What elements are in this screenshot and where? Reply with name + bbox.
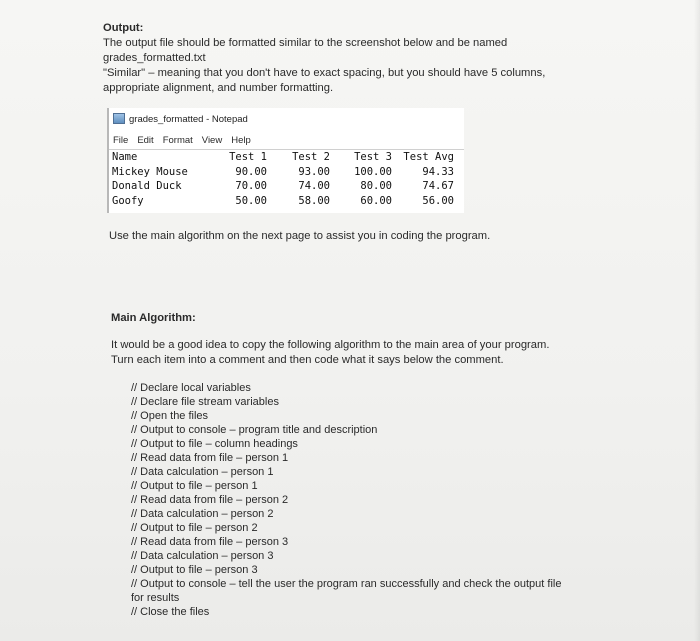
- notepad-menu-bar: [113, 134, 260, 148]
- algorithm-step: // Read data from file – person 3: [131, 536, 289, 548]
- output-section: [103, 21, 573, 96]
- cell-test2: 58.00: [298, 194, 330, 207]
- table-header-row: [109, 150, 464, 165]
- algorithm-step: // Output to file – person 3: [131, 564, 258, 576]
- cell-test1: 70.00: [235, 180, 267, 192]
- menu-view[interactable]: View: [201, 135, 223, 146]
- notepad-text-area[interactable]: [109, 149, 464, 208]
- intro-line: "Similar" – meaning that you don't have to exact spacing, but you should have 5 columns,: [103, 67, 546, 79]
- algorithm-step: // Close the files: [131, 606, 210, 618]
- intro-line: It would be a good idea to copy the following algorithm to the main area of your program.: [111, 339, 550, 351]
- algorithm-step: // Open the files: [131, 410, 209, 422]
- cell-test-avg: 74.67: [422, 180, 454, 192]
- algorithm-step: // Output to file – person 2: [131, 522, 258, 534]
- algorithm-step: // Output to console – tell the user the program ran successfully and check the output file for results: [131, 578, 562, 604]
- algorithm-step: // Declare file stream variables: [131, 396, 279, 408]
- menu-edit[interactable]: Edit: [137, 135, 154, 146]
- cell-test3: 60.00: [360, 194, 392, 207]
- algorithm-step: // Output to file – person 1: [131, 480, 258, 492]
- algorithm-step: // Data calculation – person 1: [131, 466, 274, 478]
- notepad-screenshot: [107, 108, 464, 213]
- cell-test1: 90.00: [235, 165, 267, 178]
- output-heading: Output:: [103, 22, 144, 34]
- intro-line: Turn each item into a comment and then code what it says below the comment.: [111, 354, 504, 366]
- cell-test2: 74.00: [298, 180, 330, 192]
- main-algorithm-heading: Main Algorithm:: [111, 312, 196, 324]
- notepad-title-bar: [113, 113, 248, 127]
- cell-test1: 50.00: [235, 194, 267, 207]
- header-name: Name: [112, 151, 138, 163]
- intro-line: appropriate alignment, and number formatting.: [103, 82, 334, 94]
- cell-name: Donald Duck: [112, 180, 182, 192]
- cell-test3: 80.00: [360, 180, 392, 192]
- page-shadow: [694, 0, 700, 641]
- algorithm-step: // Read data from file – person 2: [131, 494, 289, 506]
- table-row: [109, 194, 464, 209]
- notepad-icon: [113, 113, 125, 124]
- algorithm-step: // Output to file – column headings: [131, 438, 298, 450]
- menu-format[interactable]: Format: [162, 135, 193, 146]
- header-test3: Test 3: [354, 151, 392, 163]
- intro-line: The output file should be formatted similar to the screenshot below and be named: [103, 37, 508, 49]
- cell-test3: 100.00: [354, 165, 392, 178]
- cell-name: Goofy: [112, 194, 144, 207]
- menu-file[interactable]: File: [113, 135, 129, 146]
- algorithm-step: // Declare local variables: [131, 382, 251, 394]
- algorithm-step: // Output to console – program title and description: [131, 424, 378, 436]
- cell-name: Mickey Mouse: [112, 165, 188, 178]
- notepad-title: grades_formatted - Notepad: [129, 114, 248, 125]
- algorithm-step: // Read data from file – person 1: [131, 452, 289, 464]
- table-row: [109, 179, 464, 194]
- header-test-avg: Test Avg: [403, 151, 454, 163]
- cell-test2: 93.00: [298, 165, 330, 178]
- algorithm-list: [131, 381, 591, 619]
- cell-test-avg: 94.33: [422, 165, 454, 178]
- algorithm-step: // Data calculation – person 3: [131, 550, 274, 562]
- main-algorithm-intro: [111, 338, 581, 368]
- header-test1: Test 1: [229, 151, 267, 163]
- cell-test-avg: 56.00: [422, 194, 454, 207]
- menu-help[interactable]: Help: [231, 135, 251, 146]
- algorithm-step: // Data calculation – person 2: [131, 508, 274, 520]
- use-algorithm-note: Use the main algorithm on the next page to assist you in coding the program.: [109, 230, 491, 242]
- header-test2: Test 2: [292, 151, 330, 163]
- intro-line: grades_formatted.txt: [103, 52, 206, 64]
- table-row: [109, 165, 464, 180]
